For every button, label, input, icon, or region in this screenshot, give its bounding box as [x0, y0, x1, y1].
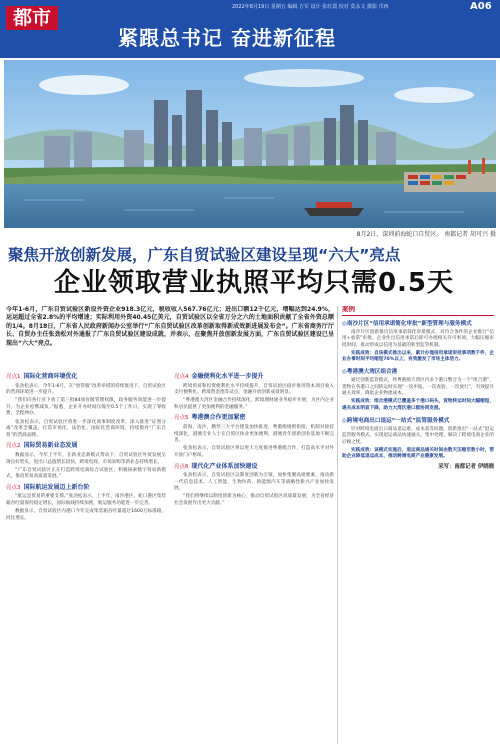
- main-headline: 企业领取营业执照平均只需0.5天: [53, 268, 455, 298]
- section-badge: 都市: [6, 6, 58, 30]
- body-paragraph: 跨境贸易和投资便利化水平持续提升，自贸试验区稳步推进资本项目收入支付便利化、跨境资金池等试点，金融开放创新成效明显。: [174, 383, 334, 396]
- port-aerial-photo: [4, 60, 496, 228]
- body-paragraph: 数据显示，今年上半年，在新业态新模式带动下，自贸试验区外贸发展呈现良好势头，进出口总值增长较快，跨境电商、市场采购等新业态持续增长。: [6, 452, 166, 465]
- highlight-number: 亮点1: [6, 374, 21, 380]
- body-paragraph: 数据显示，自贸试验区内港口今年完成集装箱吞吐量超过1600万标准箱，同比增长。: [6, 509, 166, 521]
- body-paragraph: “航运是贸易的重要支撑。”张劲松表示，上半年，南沙港区、蛇口港区集装箱吞吐量保持稳定增长，国际航线持续加密，航运服务功能进一步完善。: [6, 494, 166, 506]
- case-body: 南沙片区创新推出信用承诺简化审批模式，对符合条件的企业推行“信用+承诺”审批，企业作出信用承诺后即可办理相关许可事项，大幅压缩审批时间，推动形成以信用为基础的新型监管机制。: [342, 329, 494, 348]
- subheadline: 聚焦开放创新发展，广东自贸试验区建设呈现“六大”亮点: [8, 246, 401, 264]
- highlight-number: 亮点2: [6, 443, 21, 450]
- case-effect: 实践成效：组合港模式已覆盖多个港口码头，货物转运时间大幅缩短，通关成本明显下降，助力大湾区港口群协同发展。: [342, 399, 494, 411]
- highlight-heading: [6, 443, 166, 450]
- highlight-number: 亮点6: [174, 463, 189, 470]
- highlight-title: 金融便利化水平进一步提升: [191, 373, 264, 380]
- case-label: 案例: [342, 306, 494, 316]
- banner-slogan: 紧跟总书记 奋进新征程: [118, 26, 336, 50]
- highlight-number: 亮点3: [6, 484, 21, 491]
- body-column-1: [6, 370, 166, 744]
- column-divider: [337, 306, 338, 744]
- case-title: ◎粤港澳大湾区组合港: [342, 369, 398, 376]
- page-number: A06: [470, 1, 492, 12]
- body-paragraph: 张劲松表示，自贸试验区将以更大力度推进粤港澳合作，打造高水平对外开放门户枢纽。: [174, 446, 334, 458]
- highlight-title: 现代化产业体系加快建设: [191, 462, 258, 470]
- body-paragraph: “我们将继续以制度创新为核心，推动自贸试验区高质量发展，为全省经济社会发展作出更大贡献。”: [174, 494, 334, 506]
- highlight-heading: [6, 485, 166, 492]
- case-effect: 实践成效：该模式实施后，退运商品通关时间由数天压缩至数小时，帮助企业降低退运成本，推动跨境电商产业健康发展。: [342, 447, 494, 460]
- body-paragraph: 前海、南沙、横琴三大平台建设加快推进，粤港澳规则衔接、机制对接持续深化，港澳专业人士在自贸区执业更加便利，港澳青年创新创业基地不断完善。: [174, 425, 334, 444]
- highlight-title: 国际化营商环境优化: [23, 373, 78, 380]
- highlight-number: 亮点5: [174, 415, 189, 422]
- body-paragraph: “我们向各行业下放了第三批84项省级管理权限，政务服务效能进一步提升，为企业松绑减负。”据悉，企业开办时间压缩至0.5个工作日，实现了零收费、全程网办。: [6, 398, 166, 417]
- highlight-heading: [6, 374, 166, 381]
- photo-caption: 8月2日，深圳前海蛇口自贸区。 南都记者 胡可兴 摄: [356, 231, 496, 238]
- highlight-heading: [174, 464, 334, 471]
- lead-paragraph: 今年1-6月，广东自贸试验区新设外资企业918.3亿元，税收收入567.76亿元；进出口额12千亿元，增幅达到24.9%，运运超过全省2.8%的平均增速；实际利用外资40.45亿美元，自贸试验区以全省万分之六的土地面积贡献了全省外资总额的1/4。8月18日，广东省人民政府新闻办公室举行“广东自贸试验区改革创新取得新成效新进展发布会”。广东省商务厅厅长、自贸办主任张劲松对外通报了广东自贸试验区建设成就，并表示，在聚焦开放创新发展方面，广东自贸试验区建设已呈现出“六大”亮点。: [6, 306, 334, 347]
- highlight-number: 亮点4: [174, 374, 189, 380]
- highlight-title: 国际航运发展迈上新台阶: [23, 483, 90, 491]
- body-column-2: [174, 370, 334, 744]
- body-paragraph: “广东自贸试验区正在打造跨境电商综合试验区，积极探索数字贸易新模式，推动贸易高质量发展。”: [6, 467, 166, 480]
- highlight-title: 国际贸易新业态发展: [23, 442, 78, 450]
- highlight-heading: [174, 415, 334, 422]
- case-body: 通过创新监管模式，将粤港澳大湾区内多个港口整合为一个“组合港”，货物在各港口之间转运时实现“一次申报、一次查验、一次放行”，有效提升通关效率，降低企业物流成本。: [342, 378, 494, 397]
- case-body: 针对跨境电商出口商品退运难、成本高等问题，创新推出“一站式”退运监管服务模式，实现退运商品快速通关、集中处理，解决了跨境电商企业的后顾之忧。: [342, 426, 494, 445]
- case-title: ◎跨境电商出口退运“一站式”监管服务模式: [342, 417, 450, 424]
- highlight-title: 粤港澳合作更加紧密: [191, 414, 246, 422]
- highlight-heading: [174, 374, 334, 381]
- case-sidebar: [342, 306, 494, 744]
- byline: 采写：南都记者 伊晓晓: [438, 464, 494, 470]
- body-paragraph: 张劲松表示，自贸试验区以制度创新为引领，加快集聚高端要素，推动新一代信息技术、人工智能、生物医药、新能源汽车等战略性新兴产业加快发展。: [174, 473, 334, 492]
- body-paragraph: “粤港澳大湾区金融合作持续深化，跨境理财通业务稳步开展，为区内企业和居民提供了更加便利的金融服务。”: [174, 398, 334, 410]
- body-paragraph: 张劲松表示，今年1-6月，在“放管服”改革举措的持续推进下，自贸试验区的营商环境进一步提升。: [6, 383, 166, 396]
- case-effect: 实践成效：自该模式推出以来，累计办理信用承诺审批事项数千件，企业办事时间平均缩短70%以上，有效激发了市场主体活力。: [342, 350, 494, 363]
- case-title: ◎南沙片区“信用承诺简化审批”新型管理与服务模式: [342, 320, 472, 327]
- body-paragraph: 张劲松表示，自贸试验区将进一步深化商事制度改革，深入推进“证照分离”改革全覆盖，打造市场化、法治化、国际化营商环境，持续擦亮“广东自贸”的营商品牌。: [6, 419, 166, 438]
- issue-meta: 2022年8月19日 星期五 编辑 方军 设计 张红霞 校对 莫永文 摄影 邝西: [232, 4, 389, 10]
